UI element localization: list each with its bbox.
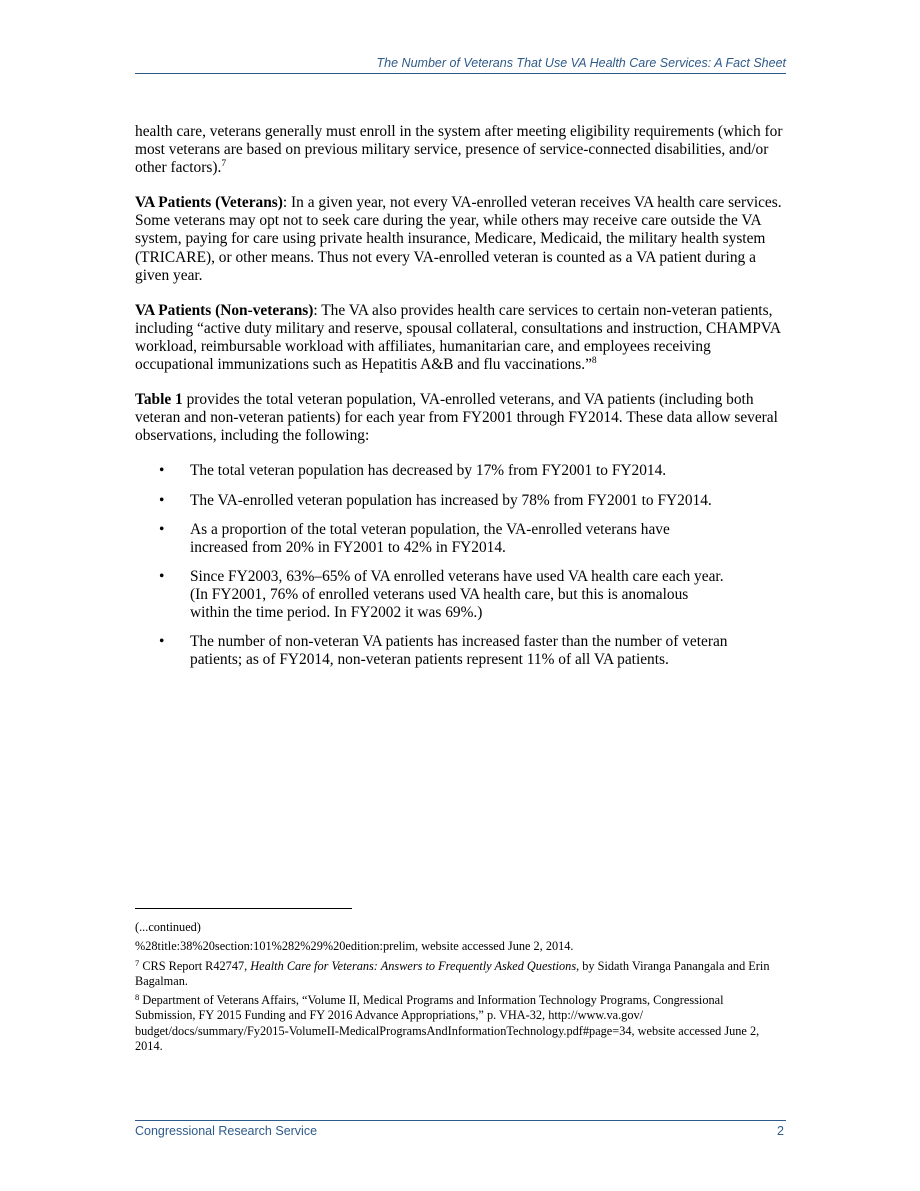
footnote-number: 7 <box>135 957 140 968</box>
paragraph-table-intro <box>135 391 785 445</box>
running-header <box>135 54 786 74</box>
bullet-icon: • <box>159 567 165 585</box>
paragraph-text: : The VA also provides health care services to certain non-veteran patients, including “active duty military and reserve, spousal collateral, consultations and instruction, CHAMPVA workload, reimbursable workload with affiliates, humanitarian care, and employees receiving occupational immunizations such as Hepatitis A&B and flu vaccinations.” <box>135 301 781 374</box>
footnote-ref-7[interactable]: 7 <box>221 159 227 170</box>
footer-org: Congressional Research Service <box>135 1124 318 1138</box>
list-item-text: The number of non-veteran VA patients has increased faster than the number of veteran patients; as of FY2014, non-veteran patients represent 11% of all VA patients. <box>190 633 728 669</box>
footnote-8 <box>135 993 787 1054</box>
list-item <box>135 568 730 622</box>
paragraph-va-patients-veterans <box>135 194 785 284</box>
footnote-text: Department of Veterans Affairs, “Volume II, Medical Programs and Information Technology Programs, Congressional Submission, FY 2015 Funding and FY 2016 Advance Appropriations,” p. VHA-32, http://www.va.gov/ budget/docs/summary/Fy2015-VolumeII-MedicalProgramsAndInformationTechnology.pdf#page=34, website accessed June 2, 2014. <box>135 993 760 1054</box>
page-footer <box>135 1120 786 1138</box>
bullet-icon: • <box>159 520 165 538</box>
paragraph-text: health care, veterans generally must enroll in the system after meeting eligibility requirements (which for most veterans are based on previous military service, presence of service-connected disabilities, and/or other factors). <box>135 123 783 177</box>
list-item <box>135 492 730 510</box>
bullet-icon: • <box>159 462 165 480</box>
footnote-continued-text: %28title:38%20section:101%282%29%20edition:prelim, website accessed June 2, 2014. <box>135 939 574 954</box>
list-item <box>135 462 730 480</box>
footnote-continued-label: (...continued) <box>135 920 201 934</box>
footnote-7 <box>135 959 787 990</box>
list-item-text: Since FY2003, 63%–65% of VA enrolled veterans have used VA health care each year. (In FY2001, 76% of enrolled veterans used VA health care, but this is anomalous within the time period. In FY2002 it was 69%.) <box>190 567 724 621</box>
footnotes <box>135 920 787 1058</box>
footnote-ref-8[interactable]: 8 <box>591 356 597 367</box>
list-item-text: The VA-enrolled veteran population has increased by 78% from FY2001 to FY2014. <box>190 491 712 509</box>
list-item-text: The total veteran population has decreased by 17% from FY2001 to FY2014. <box>190 462 667 480</box>
footnote-cited-title: Health Care for Veterans: Answers to Frequently Asked Questions <box>250 958 577 973</box>
footnote-text: CRS Report R42747, <box>139 958 251 973</box>
paragraph-text: : In a given year, not every VA-enrolled veteran receives VA health care services. Some veterans may opt not to seek care during the year, while others may receive care outside the VA system, paying for care using private health insurance, Medicare, Medicaid, the military health system (TRICARE), or other means. Thus not every VA-enrolled veteran is counted as a VA patient during a given year. <box>135 194 782 284</box>
term-va-patients-veterans: VA Patients (Veterans) <box>135 194 283 212</box>
list-item <box>135 521 730 557</box>
page-number: 2 <box>777 1124 784 1138</box>
bullet-icon: • <box>159 491 165 509</box>
footnote-number: 8 <box>135 992 140 1003</box>
paragraph-enrollment <box>135 123 785 177</box>
running-header-title: The Number of Veterans That Use VA Health Care Services: A Fact Sheet <box>376 56 786 70</box>
table-1-reference[interactable]: Table 1 <box>135 391 183 409</box>
paragraph-text: provides the total veteran population, VA-enrolled veterans, and VA patients (including both veteran and non-veteran patients) for each year from FY2001 through FY2014. These data allow several observations, including the following: <box>135 391 778 445</box>
list-item <box>135 633 730 669</box>
term-va-patients-nonveterans: VA Patients (Non-veterans) <box>135 301 314 319</box>
paragraph-va-patients-nonveterans <box>135 302 785 374</box>
page-body <box>135 123 785 680</box>
observations-list <box>135 462 785 669</box>
list-item-text: As a proportion of the total veteran population, the VA-enrolled veterans have increased from 20% in FY2001 to 42% in FY2014. <box>190 520 670 556</box>
bullet-icon: • <box>159 633 165 651</box>
footnote-text: , by Sidath Viranga Panangala and Erin Bagalman. <box>135 958 770 988</box>
footnote-divider <box>135 908 352 909</box>
